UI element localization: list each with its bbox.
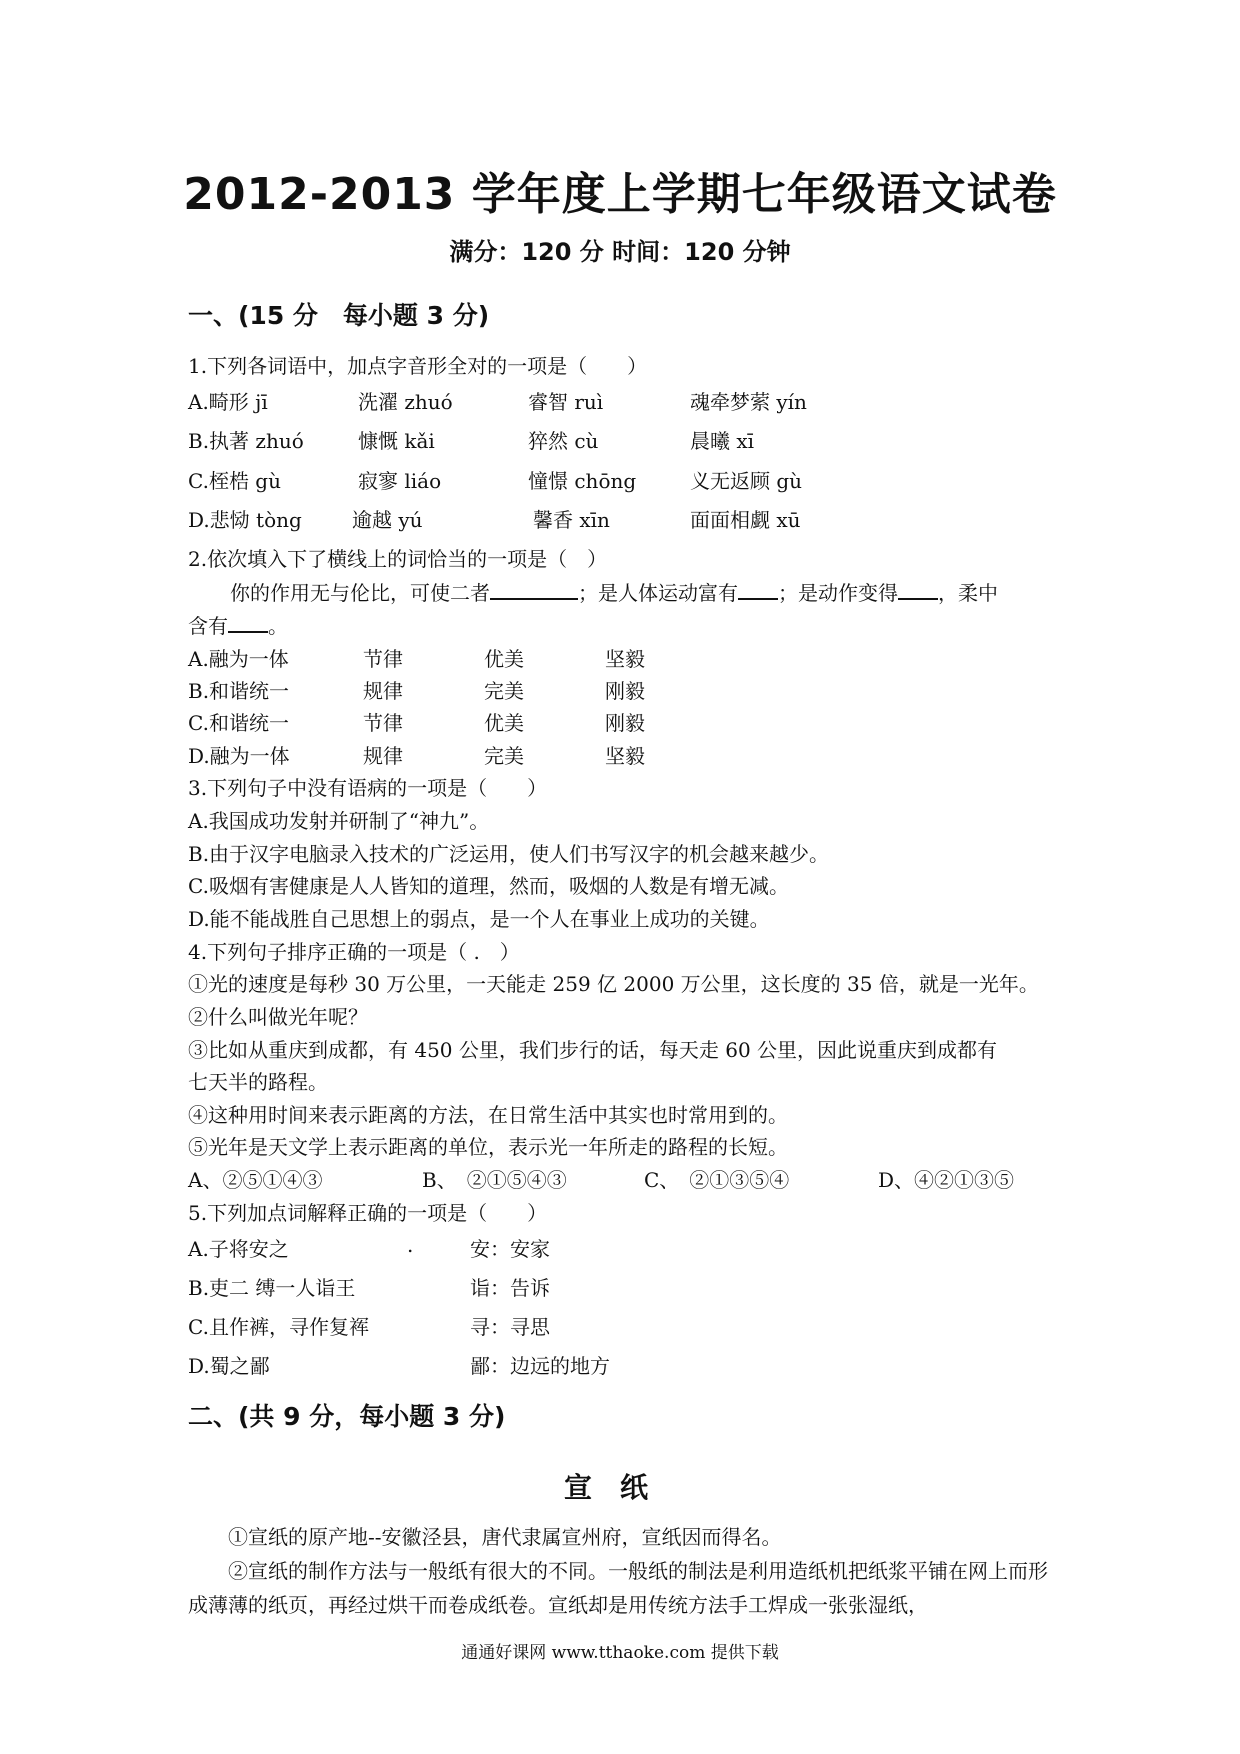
q2-passage-line-1: 你的作用无与伦比，可使二者 ；是人体运动富有 ；是动作变得 ，柔中 <box>230 577 998 606</box>
q1-option-d-col4: 面面相觑 xū <box>690 508 801 532</box>
q5-option-c-text: C.且作裤，寻作复裈 <box>188 1315 369 1339</box>
q1-option-b-col3: 猝然 cù <box>528 429 599 453</box>
q1-option-b-col1: B.执著 zhuó <box>188 429 304 453</box>
q2-option-c-col3: 优美 <box>484 711 524 735</box>
q3-option-d: D.能不能战胜自己思想上的弱点，是一个人在事业上成功的关键。 <box>188 907 770 931</box>
q3-option-a: A.我国成功发射并研制了“神九”。 <box>188 809 490 833</box>
article-paragraph-2: ②宣纸的制作方法与一般纸有很大的不同。一般纸的制法是利用造纸机把纸浆平铺在网上而形成薄薄的纸页，再经过烘干而卷成纸卷。宣纸却是用传统方法手工焊成一张张湿纸， <box>188 1559 1048 1617</box>
blank-3 <box>898 578 938 600</box>
q1-option-a-col1: A.畸形 jī <box>188 390 268 414</box>
q2-option-d-col1: D.融为一体 <box>188 744 290 768</box>
q1-option-a-col3: 睿智 ruì <box>528 390 604 414</box>
blank-2 <box>738 578 778 600</box>
q2-option-a-col1: A.融为一体 <box>188 647 289 671</box>
q1-option-c-col1: C.桎梏 gù <box>188 469 281 493</box>
q4-option-d: D、④②①③⑤ <box>878 1168 1015 1192</box>
q5-option-a-text: A.子将安之 <box>188 1237 289 1261</box>
blank-1 <box>490 578 578 600</box>
q3-option-c: C.吸烟有害健康是人人皆知的道理，然而，吸烟的人数是有增无减。 <box>188 874 789 898</box>
q2-option-b-col1: B.和谐统一 <box>188 679 290 703</box>
q2-option-b-col4: 刚毅 <box>605 679 645 703</box>
q2-option-b-col3: 完美 <box>484 679 524 703</box>
q5-option-c-gloss: 寻：寻思 <box>470 1315 550 1339</box>
q2-option-c-col4: 刚毅 <box>605 711 645 735</box>
q1-option-b-col2: 慷慨 kǎi <box>358 429 435 453</box>
q5-stray-mark: . <box>407 1233 414 1257</box>
q2-option-d-col2: 规律 <box>363 744 403 768</box>
question-2-stem: 2.依次填入下了横线上的词恰当的一项是（ ） <box>188 547 608 571</box>
q1-option-d-col2: 逾越 yú <box>352 508 423 532</box>
page-subtitle: 满分：120 分 时间：120 分钟 <box>449 238 791 266</box>
question-3-stem: 3.下列句子中没有语病的一项是（ ） <box>188 776 548 800</box>
q1-option-c-col2: 寂寥 liáo <box>358 469 442 493</box>
question-5-stem: 5.下列加点词解释正确的一项是（ ） <box>188 1201 548 1225</box>
q2-option-c-col2: 节律 <box>363 711 403 735</box>
q2-option-a-col3: 优美 <box>484 647 524 671</box>
q1-option-d-col1: D.悲恸 tòng <box>188 508 302 532</box>
q4-option-c: C、 ②①③⑤④ <box>644 1168 790 1192</box>
q4-sentence-3: ③比如从重庆到成都，有 450 公里，我们步行的话，每天走 60 公里，因此说重庆到成都有 <box>188 1038 998 1062</box>
article-title: 宣纸 <box>563 1471 676 1504</box>
blank-4 <box>228 611 268 633</box>
article-paragraph-1: ①宣纸的原产地--安徽泾县，唐代隶属宣州府，宣纸因而得名。 <box>228 1525 782 1549</box>
q5-option-d-gloss: 鄙：边远的地方 <box>470 1354 610 1378</box>
q5-option-a-gloss: 安：安家 <box>470 1237 550 1261</box>
q4-option-a: A、②⑤①④③ <box>188 1168 323 1192</box>
q2-passage-line-2: 含有 。 <box>188 610 288 639</box>
q5-option-b-gloss: 诣：告诉 <box>470 1276 550 1300</box>
q1-option-a-col4: 魂牵梦萦 yín <box>690 390 807 414</box>
q1-option-b-col4: 晨曦 xī <box>690 429 755 453</box>
q4-option-b: B、 ②①⑤④③ <box>422 1168 567 1192</box>
q4-sentence-4: ④这种用时间来表示距离的方法，在日常生活中其实也时常用到的。 <box>188 1103 788 1127</box>
section-2-heading: 二、(共 9 分，每小题 3 分) <box>188 1402 506 1431</box>
q2-option-d-col4: 坚毅 <box>605 744 645 768</box>
q2-option-d-col3: 完美 <box>484 744 524 768</box>
q4-sentence-5: ⑤光年是天文学上表示距离的单位，表示光一年所走的路程的长短。 <box>188 1135 788 1159</box>
q2-option-c-col1: C.和谐统一 <box>188 711 289 735</box>
question-1-stem: 1.下列各词语中，加点字音形全对的一项是（ ） <box>188 354 648 378</box>
page-footer: 通通好课网 www.tthaoke.com 提供下载 <box>461 1643 779 1663</box>
q1-option-d-col3: 馨香 xīn <box>533 508 610 532</box>
page-title: 2012-2013 学年度上学期七年级语文试卷 <box>183 169 1057 220</box>
section-1-heading: 一、(15 分 每小题 3 分) <box>188 301 490 330</box>
q3-option-b: B.由于汉字电脑录入技术的广泛运用，使人们书写汉字的机会越来越少。 <box>188 842 830 866</box>
q1-option-c-col3: 憧憬 chōng <box>528 469 637 493</box>
q1-option-a-col2: 洗濯 zhuó <box>358 390 453 414</box>
q2-option-a-col4: 坚毅 <box>605 647 645 671</box>
q4-sentence-2: ②什么叫做光年呢？ <box>188 1005 368 1029</box>
q1-option-c-col4: 义无返顾 gù <box>690 469 803 493</box>
q4-sentence-1: ①光的速度是每秒 30 万公里，一天能走 259 亿 2000 万公里，这长度的 35 倍，就是一光年。 <box>188 972 1039 996</box>
q5-option-b-text: B.吏二 缚一人诣王 <box>188 1276 356 1300</box>
question-4-stem: 4.下列句子排序正确的一项是（ . ） <box>188 940 520 964</box>
q4-sentence-3-cont: 七天半的路程。 <box>188 1070 328 1094</box>
q2-option-a-col2: 节律 <box>363 647 403 671</box>
q5-option-d-text: D.蜀之鄙 <box>188 1354 270 1378</box>
q2-option-b-col2: 规律 <box>363 679 403 703</box>
